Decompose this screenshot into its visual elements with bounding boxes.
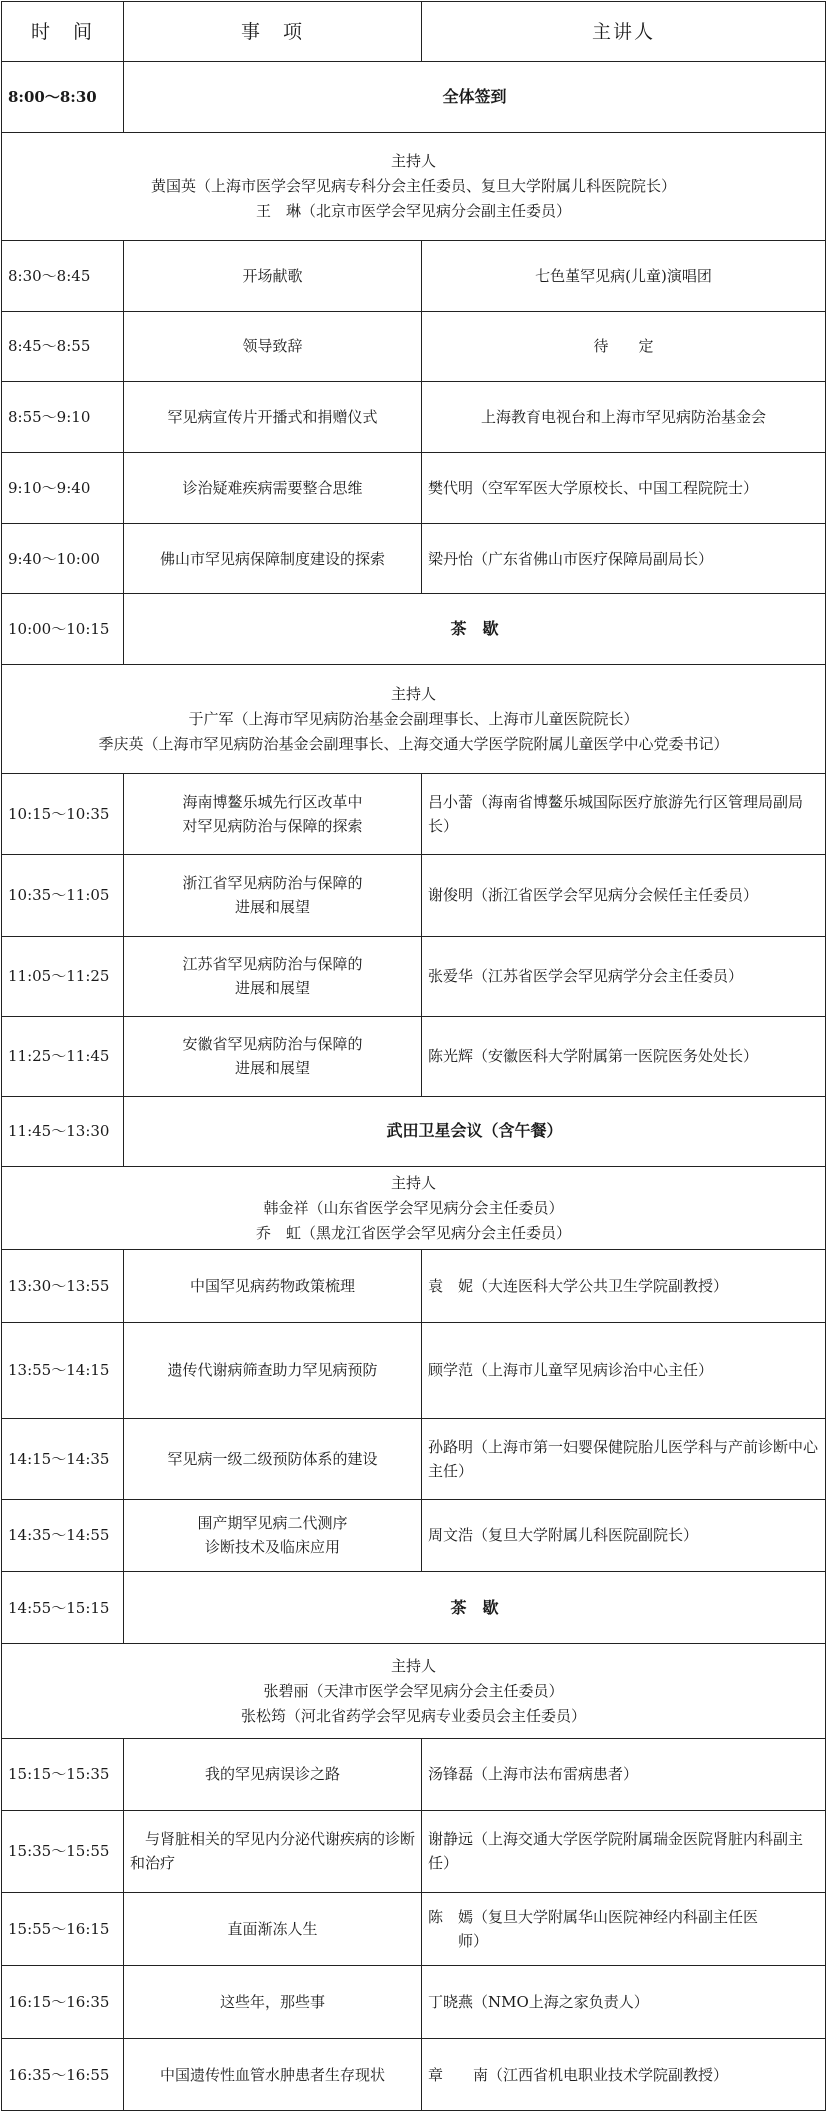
host-row bbox=[2, 132, 826, 240]
topic-cell: 安徽省罕见病防治与保障的 进展和展望 bbox=[124, 1016, 422, 1096]
agenda-row bbox=[2, 855, 826, 937]
header-speaker: 主讲人 bbox=[422, 2, 826, 62]
time-cell: 9:10～9:40 bbox=[2, 452, 124, 523]
speaker-cell: 丁晓燕（NMO上海之家负责人） bbox=[422, 1966, 826, 2039]
topic-cell: 浙江省罕见病防治与保障的 进展和展望 bbox=[124, 855, 422, 937]
host-line: 于广军（上海市罕见病防治基金会副理事长、上海市儿童医院院长） bbox=[188, 709, 639, 728]
time-cell: 8:30～8:45 bbox=[2, 240, 124, 311]
host-row bbox=[2, 1167, 826, 1250]
speaker-cell: 七色堇罕见病(儿童)演唱团 bbox=[422, 240, 826, 311]
topic-cell: 海南博鳌乐城先行区改革中 对罕见病防治与保障的探索 bbox=[124, 774, 422, 855]
host-row bbox=[2, 1644, 826, 1739]
session-row bbox=[2, 1572, 826, 1644]
speaker-cell: 周文浩（复旦大学附属儿科医院副院长） bbox=[422, 1499, 826, 1572]
topic-cell: 罕见病一级二级预防体系的建设 bbox=[124, 1418, 422, 1499]
topic-cell: 佛山市罕见病保障制度建设的探索 bbox=[124, 523, 422, 594]
topic-cell: 这些年，那些事 bbox=[124, 1966, 422, 2039]
speaker-cell: 樊代明（空军军医大学原校长、中国工程院院士） bbox=[422, 452, 826, 523]
agenda-row bbox=[2, 1739, 826, 1811]
session-label: 全体签到 bbox=[124, 62, 826, 133]
header-row bbox=[2, 2, 826, 62]
schedule-body bbox=[2, 62, 826, 2111]
host-line: 黄国英（上海市医学会罕见病专科分会主任委员、复旦大学附属儿科医院院长） bbox=[150, 176, 676, 195]
topic-cell: 与肾脏相关的罕见内分泌代谢疾病的诊断和治疗 bbox=[124, 1810, 422, 1892]
topic-cell: 中国遗传性血管水肿患者生存现状 bbox=[124, 2039, 422, 2111]
speaker-cell: 孙路明（上海市第一妇婴保健院胎儿医学科与产前诊断中心主任） bbox=[422, 1418, 826, 1499]
speaker-cell: 吕小蕾（海南省博鳌乐城国际医疗旅游先行区管理局副局长） bbox=[422, 774, 826, 855]
time-cell: 8:45～8:55 bbox=[2, 311, 124, 382]
time-cell: 9:40～10:00 bbox=[2, 523, 124, 594]
time-cell: 15:35～15:55 bbox=[2, 1810, 124, 1892]
session-row bbox=[2, 62, 826, 133]
agenda-row bbox=[2, 311, 826, 382]
agenda-row bbox=[2, 1499, 826, 1572]
speaker-cell: 谢俊明（浙江省医学会罕见病分会候任主任委员） bbox=[422, 855, 826, 937]
time-cell: 16:35～16:55 bbox=[2, 2039, 124, 2111]
host-block bbox=[2, 1167, 826, 1250]
topic-cell: 领导致辞 bbox=[124, 311, 422, 382]
time-cell: 15:15～15:35 bbox=[2, 1739, 124, 1811]
time-cell: 14:15～14:35 bbox=[2, 1418, 124, 1499]
time-cell: 14:55～15:15 bbox=[2, 1572, 124, 1644]
host-line: 季庆英（上海市罕见病防治基金会副理事长、上海交通大学医学院附属儿童医学中心党委书记） bbox=[98, 734, 729, 753]
session-label: 茶 歇 bbox=[124, 1572, 826, 1644]
time-cell: 13:30～13:55 bbox=[2, 1250, 124, 1323]
speaker-cell: 陈光辉（安徽医科大学附属第一医院医务处处长） bbox=[422, 1016, 826, 1096]
speaker-cell: 梁丹怡（广东省佛山市医疗保障局副局长） bbox=[422, 523, 826, 594]
header-time: 时 间 bbox=[2, 2, 124, 62]
topic-cell: 江苏省罕见病防治与保障的 进展和展望 bbox=[124, 936, 422, 1016]
time-cell: 10:35～11:05 bbox=[2, 855, 124, 937]
time-cell: 15:55～16:15 bbox=[2, 1892, 124, 1966]
host-row bbox=[2, 665, 826, 774]
host-label: 主持人 bbox=[390, 684, 436, 703]
topic-cell: 诊治疑难疾病需要整合思维 bbox=[124, 452, 422, 523]
speaker-cell: 待 定 bbox=[422, 311, 826, 382]
header-topic: 事 项 bbox=[124, 2, 422, 62]
speaker-cell: 张爱华（江苏省医学会罕见病学分会主任委员） bbox=[422, 936, 826, 1016]
topic-cell: 罕见病宣传片开播式和捐赠仪式 bbox=[124, 382, 422, 453]
speaker-cell: 汤锋磊（上海市法布雷病患者） bbox=[422, 1739, 826, 1811]
topic-cell: 我的罕见病误诊之路 bbox=[124, 1739, 422, 1811]
agenda-row bbox=[2, 1250, 826, 1323]
time-cell: 10:00～10:15 bbox=[2, 594, 124, 665]
agenda-row bbox=[2, 774, 826, 855]
speaker-cell: 上海教育电视台和上海市罕见病防治基金会 bbox=[422, 382, 826, 453]
agenda-row bbox=[2, 1016, 826, 1096]
speaker-cell: 陈 嫣（复旦大学附属华山医院神经内科副主任医 师） bbox=[422, 1892, 826, 1966]
host-block bbox=[2, 665, 826, 774]
host-label: 主持人 bbox=[390, 1173, 436, 1192]
session-label: 茶 歇 bbox=[124, 594, 826, 665]
host-line: 乔 虹（黑龙江省医学会罕见病分会主任委员） bbox=[255, 1223, 571, 1242]
agenda-row bbox=[2, 452, 826, 523]
topic-cell: 直面渐冻人生 bbox=[124, 1892, 422, 1966]
topic-cell: 遗传代谢病筛查助力罕见病预防 bbox=[124, 1322, 422, 1418]
session-row bbox=[2, 594, 826, 665]
speaker-cell: 顾学范（上海市儿童罕见病诊治中心主任） bbox=[422, 1322, 826, 1418]
time-cell: 10:15～10:35 bbox=[2, 774, 124, 855]
host-line: 韩金祥（山东省医学会罕见病分会主任委员） bbox=[263, 1198, 564, 1217]
time-cell: 14:35～14:55 bbox=[2, 1499, 124, 1572]
topic-cell: 中国罕见病药物政策梳理 bbox=[124, 1250, 422, 1323]
topic-cell: 围产期罕见病二代测序 诊断技术及临床应用 bbox=[124, 1499, 422, 1572]
time-cell: 13:55～14:15 bbox=[2, 1322, 124, 1418]
time-cell: 11:05～11:25 bbox=[2, 936, 124, 1016]
time-cell: 11:45～13:30 bbox=[2, 1096, 124, 1167]
agenda-row bbox=[2, 1892, 826, 1966]
schedule-table bbox=[1, 1, 826, 2111]
host-label: 主持人 bbox=[390, 151, 436, 170]
agenda-row bbox=[2, 1322, 826, 1418]
host-line: 张松筠（河北省药学会罕见病专业委员会主任委员） bbox=[240, 1706, 586, 1725]
host-line: 张碧丽（天津市医学会罕见病分会主任委员） bbox=[263, 1681, 564, 1700]
session-row bbox=[2, 1096, 826, 1167]
host-block bbox=[2, 1644, 826, 1739]
agenda-row bbox=[2, 936, 826, 1016]
host-label: 主持人 bbox=[390, 1656, 436, 1675]
agenda-row bbox=[2, 1810, 826, 1892]
agenda-row bbox=[2, 523, 826, 594]
time-cell: 16:15～16:35 bbox=[2, 1966, 124, 2039]
topic-cell: 开场献歌 bbox=[124, 240, 422, 311]
agenda-row bbox=[2, 240, 826, 311]
time-cell: 8:55～9:10 bbox=[2, 382, 124, 453]
host-line: 王 琳（北京市医学会罕见病分会副主任委员） bbox=[255, 201, 571, 220]
speaker-cell: 袁 妮（大连医科大学公共卫生学院副教授） bbox=[422, 1250, 826, 1323]
speaker-cell: 谢静远（上海交通大学医学院附属瑞金医院肾脏内科副主任） bbox=[422, 1810, 826, 1892]
session-label: 武田卫星会议（含午餐） bbox=[124, 1096, 826, 1167]
agenda-row bbox=[2, 2039, 826, 2111]
agenda-row bbox=[2, 1418, 826, 1499]
agenda-row bbox=[2, 1966, 826, 2039]
agenda-row bbox=[2, 382, 826, 453]
time-cell: 11:25～11:45 bbox=[2, 1016, 124, 1096]
host-block bbox=[2, 132, 826, 240]
speaker-cell: 章 南（江西省机电职业技术学院副教授） bbox=[422, 2039, 826, 2111]
time-cell: 8:00～8:30 bbox=[2, 62, 124, 133]
